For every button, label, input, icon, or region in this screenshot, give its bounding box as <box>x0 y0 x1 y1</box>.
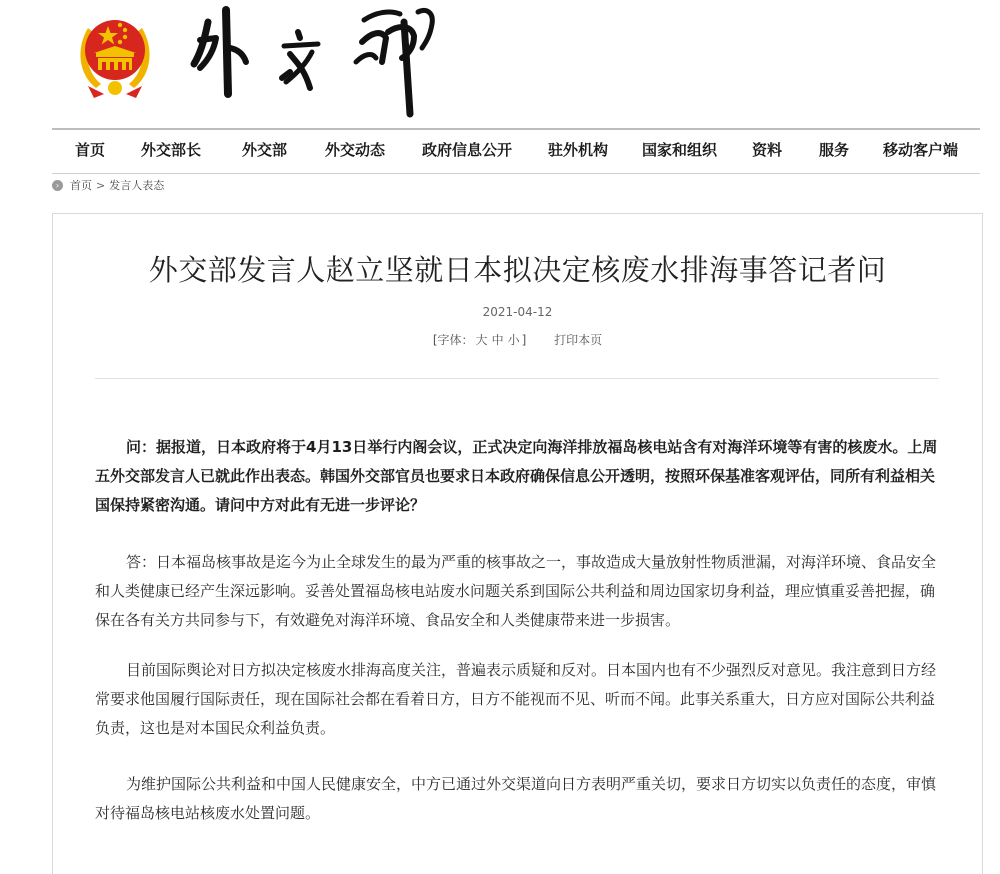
nav-item-diplomatic-news[interactable]: 外交动态 <box>325 141 386 159</box>
breadcrumb-separator: > <box>96 178 106 192</box>
chevron-right-circle-icon: › <box>52 180 63 191</box>
ministry-calligraphy-logo[interactable] <box>186 2 446 122</box>
article-paragraph: 目前国际舆论对日方拟决定核废水排海高度关注，普遍表示质疑和反对。日本国内也有不少强烈反对意见。我注意到日方经常要求他国履行国际责任，现在国际社会都在看着日方，日方不能视而不见、听而不闻。此事关系重大，日方应对国际公共利益负责，这也是对本国民众利益负责。 <box>95 661 937 737</box>
article-paragraph: 答：日本福岛核事故是迄今为止全球发生的最为严重的核事故之一，事故造成大量放射性物质泄漏，对海洋环境、食品安全和人类健康已经产生深远影响。妥善处置福岛核电站废水问题关系到国际公共利益和周边国家切身利益，理应慎重妥善把握，确保在各有关方共同参与下，有效避免对海洋环境、食品安全和人类健康带来进一步损害。 <box>95 553 937 629</box>
nav-item-services[interactable]: 服务 <box>819 141 850 159</box>
article-paragraph-question: 问：据报道，日本政府将于4月13日举行内阁会议，正式决定向海洋排放福岛核电站含有对海洋环境等有害的核废水。上周五外交部发言人已就此作出表态。韩国外交部官员也要求日本政府确保信息公开透明，按照环保基准客观评估，同所有利益相关国保持紧密沟通。请问中方对此有无进一步评论？ <box>95 438 938 514</box>
print-page-button[interactable]: 打印本页 <box>554 333 603 347</box>
nav-item-countries-orgs[interactable]: 国家和组织 <box>642 141 718 159</box>
font-size-medium-button[interactable]: 中 <box>491 333 504 347</box>
nav-item-foreign-minister[interactable]: 外交部长 <box>141 141 202 159</box>
breadcrumb-home[interactable]: 首页 <box>70 179 92 192</box>
nav-item-resources[interactable]: 资料 <box>752 141 783 159</box>
nav-item-missions-abroad[interactable]: 驻外机构 <box>548 141 609 159</box>
article-paragraph: 为维护国际公共利益和中国人民健康安全，中方已通过外交渠道向日方表明严重关切，要求日方切实以负责任的态度，审慎对待福岛核电站核废水处置问题。 <box>95 775 937 822</box>
article-title: 外交部发言人赵立坚就日本拟决定核废水排海事答记者问 <box>148 253 887 287</box>
title-divider <box>95 378 939 379</box>
font-size-large-button[interactable]: 大 <box>475 333 488 347</box>
nav-item-home[interactable]: 首页 <box>75 141 106 159</box>
breadcrumb-current[interactable]: 发言人表态 <box>109 179 165 192</box>
national-emblem-icon[interactable] <box>74 8 156 100</box>
font-size-small-button[interactable]: 小 <box>507 333 520 347</box>
nav-item-ministry[interactable]: 外交部 <box>242 141 288 159</box>
nav-item-gov-info[interactable]: 政府信息公开 <box>422 141 513 159</box>
article-container <box>52 213 983 874</box>
main-nav <box>52 128 980 174</box>
font-size-label: [字体： <box>432 333 474 347</box>
font-size-label-close: ] <box>521 333 527 347</box>
article-date: 2021-04-12 <box>482 305 553 319</box>
breadcrumb <box>52 176 164 194</box>
site-header <box>0 0 1000 125</box>
nav-item-mobile-client[interactable]: 移动客户端 <box>883 141 959 159</box>
article-tools <box>53 331 982 348</box>
